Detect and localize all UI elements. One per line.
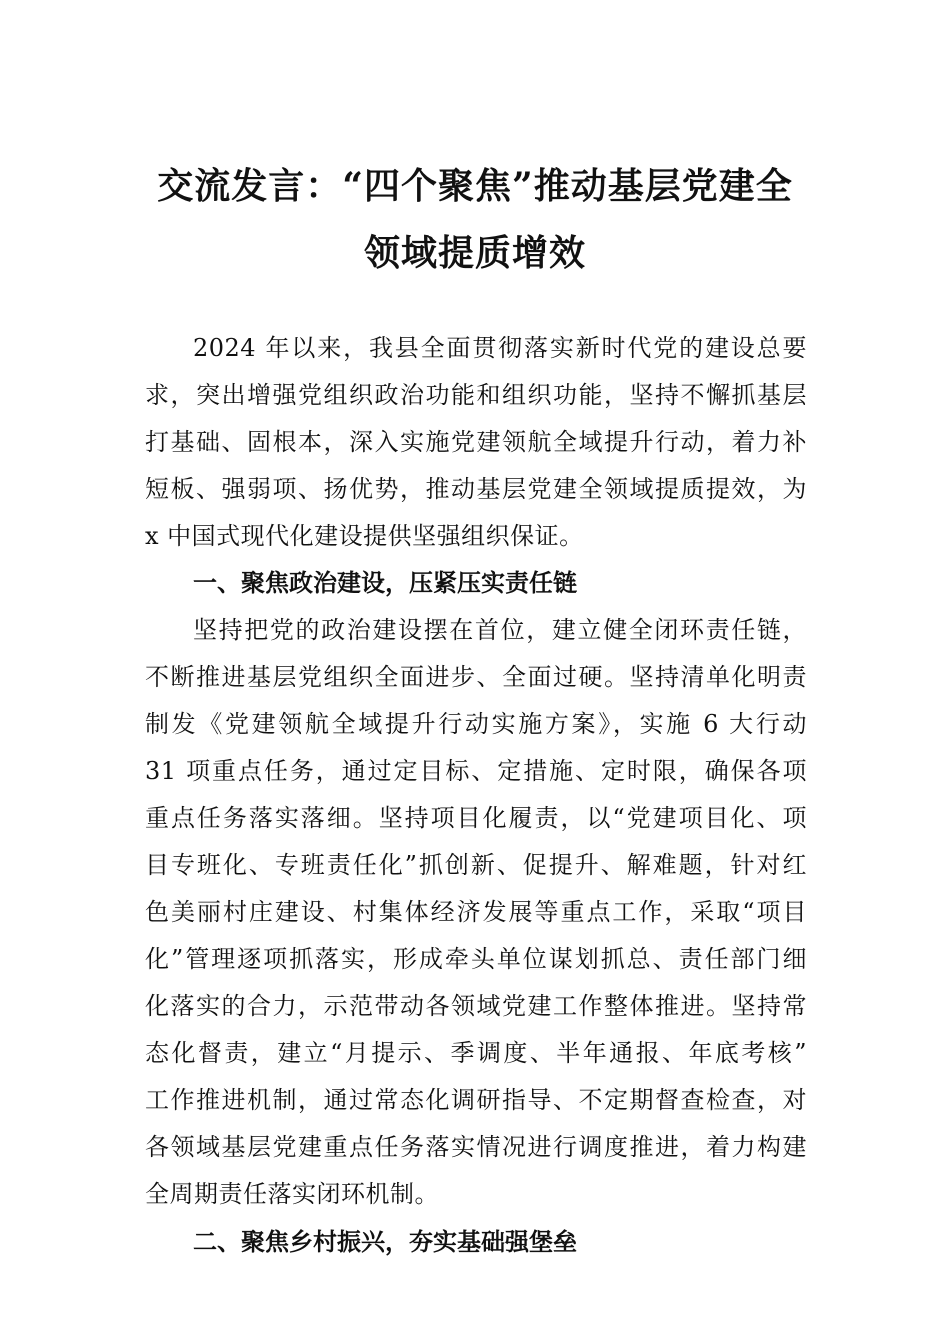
intro-line: x 中国式现代化建设提供坚强组织保证。 <box>145 522 584 550</box>
section-1-line: 重点任务落实落细。坚持项目化履责，以“党建项目化、项 <box>145 804 807 832</box>
section-1-line: 各领域基层党建重点任务落实情况进行调度推进，着力构建 <box>145 1133 807 1161</box>
document-title-line-1: 交流发言：“四个聚焦”推动基层党建全 <box>157 165 793 207</box>
intro-line: 2024 年以来，我县全面贯彻落实新时代党的建设总要 <box>193 334 807 362</box>
section-1-line: 目专班化、专班责任化”抓创新、促提升、解难题，针对红 <box>145 851 807 879</box>
section-1-line: 31 项重点任务，通过定目标、定措施、定时限，确保各项 <box>145 757 807 785</box>
section-1-line: 全周期责任落实闭环机制。 <box>145 1180 439 1208</box>
section-1-line: 坚持把党的政治建设摆在首位，建立健全闭环责任链， <box>193 616 807 644</box>
section-1-line: 色美丽村庄建设、村集体经济发展等重点工作，采取“项目 <box>145 898 807 926</box>
document-title-line-2: 领域提质增效 <box>363 232 586 274</box>
intro-line: 短板、强弱项、扬优势，推动基层党建全领域提质提效，为 <box>145 475 807 503</box>
section-1-line: 不断推进基层党组织全面进步、全面过硬。坚持清单化明责 <box>145 663 807 691</box>
section-1-line: 态化督责，建立“月提示、季调度、半年通报、年底考核” <box>145 1039 807 1067</box>
section-2-heading: 二、聚焦乡村振兴，夯实基础强堡垒 <box>193 1228 577 1256</box>
section-1-heading: 一、聚焦政治建设，压紧压实责任链 <box>193 569 577 597</box>
intro-line: 打基础、固根本，深入实施党建领航全域提升行动，着力补 <box>145 428 807 456</box>
section-1-line: 制发《党建领航全域提升行动实施方案》，实施 6 大行动 <box>145 710 807 738</box>
section-1-line: 化落实的合力，示范带动各领域党建工作整体推进。坚持常 <box>145 992 807 1020</box>
section-1-line: 化”管理逐项抓落实，形成牵头单位谋划抓总、责任部门细 <box>145 945 807 973</box>
section-1-line: 工作推进机制，通过常态化调研指导、不定期督查检查，对 <box>145 1086 807 1114</box>
intro-line: 求，突出增强党组织政治功能和组织功能，坚持不懈抓基层 <box>145 381 807 409</box>
